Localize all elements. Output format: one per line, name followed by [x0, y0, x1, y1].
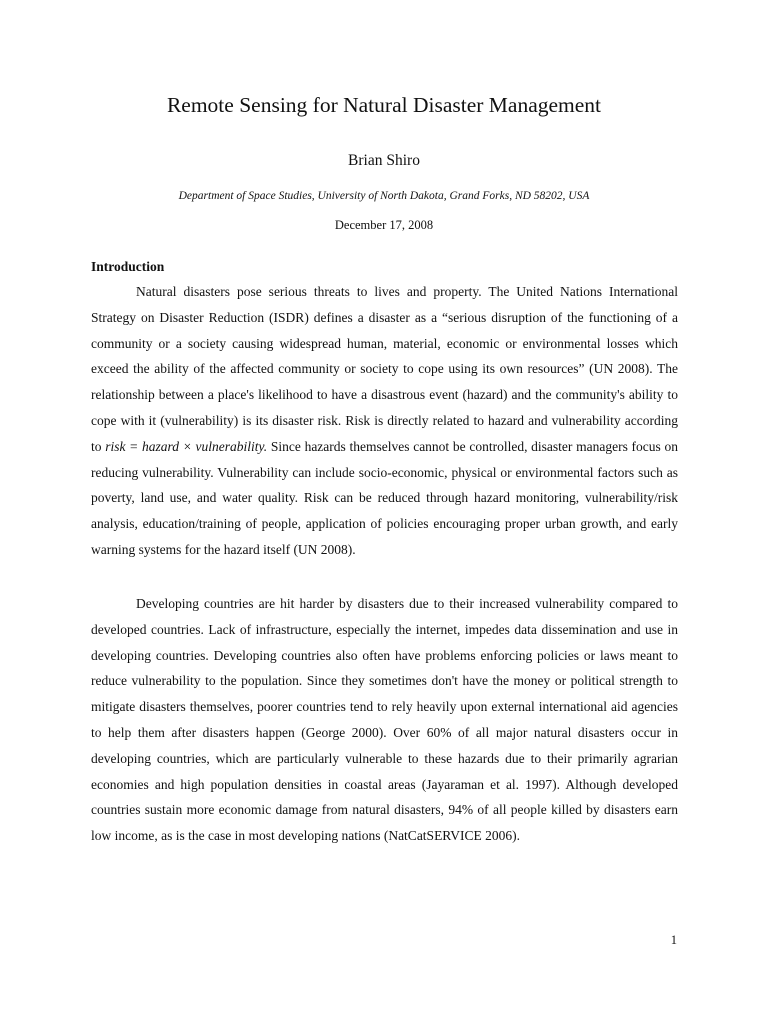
author-name: Brian Shiro — [348, 152, 420, 169]
section-heading-introduction: Introduction — [91, 259, 165, 274]
paragraph-1-text-before-formula: Natural disasters pose serious threats to lives and property. The United Nations International Strategy on Disaster Reduction (ISDR) defines a disaster as a “serious disruption of the functioning of a community or a society causing widespread human, material, economic or environmental losses which exceed the ability of the affected community or society to cope using its own resources” (UN 2008). The relationship between a place's likelihood to have a disastrous event (hazard) and the community's ability to cope with it (vulnerability) is its disaster risk. Risk is directly related to hazard and vulnerability according to — [91, 284, 678, 454]
paper-title: Remote Sensing for Natural Disaster Management — [166, 93, 602, 117]
page-number: 1 — [670, 933, 677, 947]
paragraph-1-text-after-formula: Since hazards themselves cannot be controlled, disaster managers focus on reducing vulnerability. Vulnerability can include socio-economic, physical or environmental factors such as poverty, land use, and water quality. Risk can be reduced through hazard monitoring, vulnerability/risk analysis, education/training of people, application of policies encouraging proper urban growth, and early warning systems for the hazard itself (UN 2008). — [91, 438, 678, 557]
author-affiliation: Department of Space Studies, University of North Dakota, Grand Forks, ND 58202, USA — [178, 190, 590, 202]
paragraph-1 — [91, 279, 678, 563]
publication-date: December 17, 2008 — [334, 218, 434, 232]
paragraph-2: Developing countries are hit harder by disasters due to their increased vulnerability compared to developed countries. Lack of infrastructure, especially the internet, impedes data dissemination and use in developing countries. Developing countries also often have problems enforcing policies or laws meant to reduce vulnerability to the population. Since they sometimes don't have the money or political strength to mitigate disasters themselves, poorer countries tend to rely heavily upon external international aid agencies to help them after disasters happen (George 2000). Over 60% of all major natural disasters occur in developing countries, which are particularly vulnerable to these hazards due to their primarily agrarian economies and high population densities in coastal areas (Jayaraman et al. 1997). Although developed countries sustain more economic damage from natural disasters, 94% of all people killed by disasters earn low income, as is the case in most developing nations (NatCatSERVICE 2006). — [91, 596, 678, 844]
risk-formula: risk = hazard × vulnerability. — [105, 438, 268, 454]
